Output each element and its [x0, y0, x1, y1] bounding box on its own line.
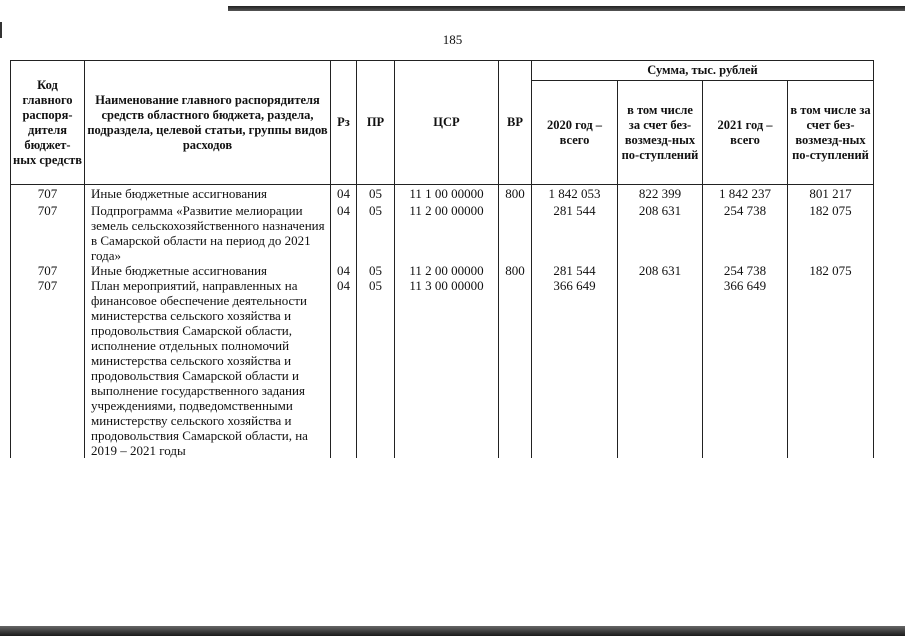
- cell-2020-grants: 822 399: [618, 185, 703, 203]
- header-2020-grants: в том числе за счет без-возмезд-ных по-ступлений: [618, 81, 703, 185]
- scan-edge-bottom: [0, 626, 905, 636]
- cell-2020-total: 281 544: [532, 263, 618, 278]
- header-2021-total: 2021 год – всего: [703, 81, 788, 185]
- cell-pr: 05: [357, 263, 395, 278]
- page-number: 185: [442, 32, 463, 47]
- cell-2021-total: 366 649: [703, 278, 788, 458]
- cell-vr: [499, 203, 532, 263]
- budget-table: [10, 60, 874, 458]
- header-2021-grants: в том числе за счет без-возмезд-ных по-ступлений: [788, 81, 874, 185]
- table-row: [11, 263, 874, 278]
- cell-pr: 05: [357, 203, 395, 263]
- table-row: [11, 203, 874, 263]
- cell-2020-total: 281 544: [532, 203, 618, 263]
- cell-2020-grants: [618, 278, 703, 458]
- header-csr: ЦСР: [395, 61, 499, 185]
- cell-2021-total: 1 842 237: [703, 185, 788, 203]
- cell-2020-grants: 208 631: [618, 263, 703, 278]
- cell-name: Иные бюджетные ассигнования: [85, 185, 331, 203]
- cell-2020-grants: 208 631: [618, 203, 703, 263]
- header-sum: Сумма, тыс. рублей: [532, 61, 874, 81]
- cell-rz: 04: [331, 203, 357, 263]
- cell-2021-grants: [788, 278, 874, 458]
- header-code: Код главного распоря-дителя бюджет-ных средств: [11, 61, 85, 185]
- table-row: [11, 278, 874, 458]
- header-rz: Рз: [331, 61, 357, 185]
- cell-csr: 11 1 00 00000: [395, 185, 499, 203]
- cell-code: 707: [11, 185, 85, 203]
- cell-csr: 11 2 00 00000: [395, 203, 499, 263]
- scan-edge-top: [228, 6, 905, 11]
- cell-code: 707: [11, 278, 85, 458]
- cell-name: План мероприятий, направленных на финансовое обеспечение деятельности министерства сельского хозяйства и продовольствия Самарской области, исполнение отдельных полномочий министерства сельского хозяйства и продовольствия Самарской области и выполнение государственного задания учреждениями, подведомственными министерству сельского хозяйства и продовольствия Самарской области, на 2019 – 2021 годы: [85, 278, 331, 458]
- cell-2021-grants: 801 217: [788, 185, 874, 203]
- header-name: Наименование главного распорядителя средств областного бюджета, раздела, подраздела, целевой статьи, группы видов расходов: [85, 61, 331, 185]
- cell-2021-total: 254 738: [703, 263, 788, 278]
- cell-code: 707: [11, 263, 85, 278]
- cell-vr: [499, 278, 532, 458]
- cell-pr: 05: [357, 185, 395, 203]
- cell-vr: 800: [499, 185, 532, 203]
- cell-2020-total: 1 842 053: [532, 185, 618, 203]
- cell-code: 707: [11, 203, 85, 263]
- cell-csr: 11 2 00 00000: [395, 263, 499, 278]
- cell-rz: 04: [331, 263, 357, 278]
- cell-2021-grants: 182 075: [788, 203, 874, 263]
- header-vr: ВР: [499, 61, 532, 185]
- cell-name: Иные бюджетные ассигнования: [85, 263, 331, 278]
- cell-rz: 04: [331, 278, 357, 458]
- table-row: [11, 185, 874, 203]
- cell-vr: 800: [499, 263, 532, 278]
- cell-rz: 04: [331, 185, 357, 203]
- cell-pr: 05: [357, 278, 395, 458]
- cell-2020-total: 366 649: [532, 278, 618, 458]
- cell-2021-grants: 182 075: [788, 263, 874, 278]
- header-pr: ПР: [357, 61, 395, 185]
- cell-name: Подпрограмма «Развитие мелиорации земель сельскохозяйственного назначения в Самарской области на период до 2021 года»: [85, 203, 331, 263]
- cell-csr: 11 3 00 00000: [395, 278, 499, 458]
- header-2020-total: 2020 год – всего: [532, 81, 618, 185]
- cell-2021-total: 254 738: [703, 203, 788, 263]
